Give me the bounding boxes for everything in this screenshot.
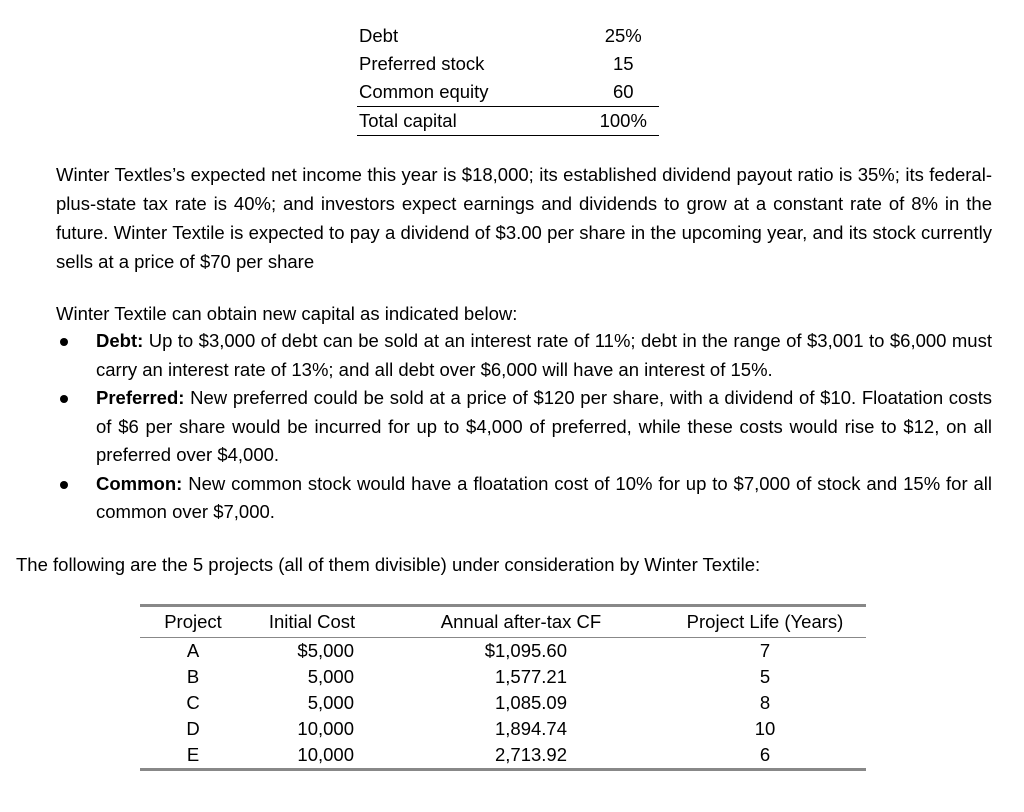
cell-project: E xyxy=(186,744,200,765)
header-initial-cost: Initial Cost xyxy=(268,611,356,632)
bullet-term: Preferred: xyxy=(96,387,185,408)
cell-annual-cf: 1,085.09 xyxy=(494,692,567,713)
table-row xyxy=(140,690,866,716)
cell-project-life: 10 xyxy=(754,718,776,739)
cell-project-life: 8 xyxy=(759,692,771,713)
projects-intro-paragraph: The following are the 5 projects (all of them divisible) under consideration by Winter Textile: xyxy=(16,554,761,575)
cell-project: A xyxy=(186,640,200,661)
bullet-text: Up to $3,000 of debt can be sold at an interest rate of 11%; debt in the range of $3,001 to $6,000 must carry an interest rate of 13%; and all debt over $6,000 will have an interest of 15%. xyxy=(96,330,992,380)
cell-annual-cf: 2,713.92 xyxy=(494,744,567,765)
cell-initial-cost: 5,000 xyxy=(307,692,354,713)
cap-label: Debt xyxy=(359,25,399,46)
cell-annual-cf: 1,577.21 xyxy=(494,666,567,687)
cap-row-preferred xyxy=(357,50,659,78)
cap-value: 15 xyxy=(612,53,634,74)
cell-project-life: 6 xyxy=(759,744,771,765)
cap-value: 100% xyxy=(599,110,647,131)
list-item-preferred xyxy=(56,384,992,470)
bullet-text: New preferred could be sold at a price of $120 per share, with a dividend of $10. Floatation costs of $6 per share would be incurred for up to $4,000 of preferred, while these costs would rise to $12, on all preferred over $4,000. xyxy=(96,387,992,465)
cell-initial-cost: 10,000 xyxy=(297,744,354,765)
projects-table xyxy=(140,604,866,771)
cap-row-total xyxy=(357,107,659,136)
capital-structure-table xyxy=(357,22,659,136)
cell-initial-cost: 5,000 xyxy=(307,666,354,687)
cap-label: Common equity xyxy=(359,81,489,102)
header-project-life: Project Life (Years) xyxy=(686,611,844,632)
bullet-term: Common: xyxy=(96,472,183,494)
list-item-common xyxy=(56,470,992,527)
cap-row-common xyxy=(357,78,659,107)
table-header-row xyxy=(140,607,866,638)
capital-sources-list xyxy=(56,327,992,527)
cell-project-life: 7 xyxy=(759,640,771,661)
list-item-debt xyxy=(56,327,992,384)
bullet-icon xyxy=(60,395,68,403)
bullet-text: New common stock would have a floatation cost of 10% for up to $7,000 of stock and 15% for all common over $7,000. xyxy=(96,472,992,522)
cap-row-debt xyxy=(357,22,659,50)
bullet-icon xyxy=(60,481,68,489)
cell-initial-cost: $5,000 xyxy=(297,640,354,661)
cell-annual-cf: $1,095.60 xyxy=(484,640,567,661)
header-project: Project xyxy=(164,611,222,632)
table-row xyxy=(140,638,866,664)
cell-project-life: 5 xyxy=(759,666,771,687)
cap-value: 25% xyxy=(604,25,642,46)
cell-project: C xyxy=(186,692,200,713)
table-row xyxy=(140,664,866,690)
cap-label: Preferred stock xyxy=(359,53,485,74)
cell-project: D xyxy=(186,718,200,739)
table-row xyxy=(140,742,866,768)
cap-label: Total capital xyxy=(359,110,457,131)
bullet-term: Debt: xyxy=(96,330,144,351)
header-annual-cf: Annual after-tax CF xyxy=(440,611,602,632)
table-row xyxy=(140,716,866,742)
bullet-icon xyxy=(60,338,68,346)
intro-paragraph: Winter Textles’s expected net income this year is $18,000; its established dividend payout ratio is 35%; its federal-plus-state tax rate is 40%; and investors expect earnings and dividends to grow at a constant rate of 8% in the future. Winter Textile is expected to pay a dividend of $3.00 per share in the upcoming year, and its stock currently sells at a price of $70 per share xyxy=(56,164,992,272)
cap-value: 60 xyxy=(612,81,634,102)
capital-intro-paragraph: Winter Textile can obtain new capital as indicated below: xyxy=(56,303,518,324)
cell-annual-cf: 1,894.74 xyxy=(494,718,567,739)
cell-project: B xyxy=(186,666,200,687)
cell-initial-cost: 10,000 xyxy=(297,718,354,739)
